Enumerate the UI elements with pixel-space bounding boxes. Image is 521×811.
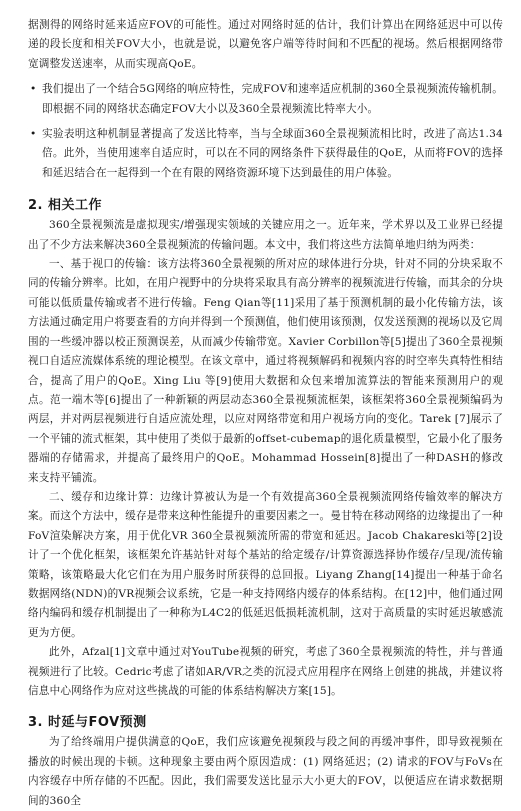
bullet-dot-icon: • xyxy=(30,83,37,96)
other-work-paragraph: 此外，Afzal[1]文章中通过对YouTube视频的研究，考虑了360全景视频流的特性，并与普通视频进行了比较。Cedric考虑了诸如AR/VR之类的沉浸式应用程序在网络上创建的挑战，并建议将信息中心网络作为应对这些挑战的可能的体系结构解决方案[15]。 xyxy=(28,646,503,697)
intro-continuation-paragraph: 据测得的网络时延来适应FOV的可能性。通过对网络时延的估计，我们计算出在网络延迟中可以传递的段长度和相关FOV大小，也就是说，以避免客户端等待时间和不匹配的视场。然后根据网络带宽调整发送速率，从而实现高QoE。 xyxy=(28,19,503,70)
contribution-bullet-2 xyxy=(28,125,503,183)
section-heading-latency-fov: 3. 时延与FOV预测 xyxy=(28,715,147,731)
section-heading-related-work: 2. 相关工作 xyxy=(28,198,103,214)
latency-fov-paragraph: 为了给终端用户提供满意的QoE，我们应该避免视频段与段之间的再缓冲事件，即导致视频在播放的时候出现的卡顿。这种现象主要由两个原因造成：(1) 网络延迟；(2) 请求的FOV与FoVs在内容缓存中所存储的不匹配。因此，我们需要发送比显示大小更大的FOV，以便适应在请求数据期间的360全 xyxy=(28,736,503,807)
viewport-based-paragraph: 一、基于视口的传输：该方法将360全景视频的所对应的球体进行分块，针对不同的分块采取不同的传输分辨率。比如，在用户视野中的分块将采取具有高分辨率的视频流进行传输，而其余的分块可能以低质量传输或者不进行传输。Feng Qian等[11]采用了基于预测机制的最小化传输方法，该方法通过确定用户将要查看的方向并得到一个预测值，他们使用该预测，仅发送预测的视场以及它周围的一些缓冲器以校正预测误差，从而减少传输带宽。Xavier Corbillon等[5]提出了360全景视频视口自适应流媒体系统的理论模型。在该文章中，通过将视频解码和视频内容的时空率失真特性相结合，提高了用户的QoE。Xing Liu 等[9]使用大数据和众包来增加流算法的智能来预测用户的观点。范一端木等[6]提出了一种新颖的两层动态360全景视频流框架，该框架将360全景视频编码为两层，并对两层视频进行自适应流处理，以应对网络带宽和用户视场方向的变化。Tarek [7]展示了一个平铺的流式框架，其中使用了类似于最新的offset-cubemap的退化质量模型，它最小化了服务器端的存储需求，并提高了最终用户的QoE。Mohammad Hossein[8]提出了一种DASH的修改来支持平铺流。 xyxy=(28,258,503,484)
bullet-dot-icon: • xyxy=(30,128,37,141)
related-work-intro-paragraph: 360全景视频流是虚拟现实/增强现实领域的关键应用之一。近年来，学术界以及工业界已经提出了不少方法来解决360全景视频流的传输问题。本文中，我们将这些方法简单地归纳为两类： xyxy=(28,219,503,251)
bullet-text: 实验表明这种机制显著提高了发送比特率，当与全球面360全景视频流相比时，改进了高达1.34倍。此外，当使用速率自适应时，可以在不同的网络条件下获得最佳的QoE，从而将FOV的选择和延迟结合在一起得到一个在有限的网络资源环境下达到最佳的用户体验。 xyxy=(42,128,503,179)
caching-edge-paragraph: 二、缓存和边缘计算：边缘计算被认为是一个有效提高360全景视频流网络传输效率的解决方案。而这个方法中，缓存是带来这种性能提升的重要因素之一。曼甘特在移动网络的边缘提出了一种FoV渲染解决方案，用于优化VR 360全景视频流所需的带宽和延迟。Jacob Chakareski等[2]设计了一个优化框架，该框架允许基站针对每个基站的给定缓存/计算资源选择协作缓存/呈现/流传输策略，该策略最大化它们在为用户服务时所获得的总回报。Liyang Zhang[14]提出一种基于命名数据网络(NDN)的VR视频会议系统，它是一种支持网络内缓存的体系结构。在[12]中，他们通过网络内编码和缓存机制提出了一种称为L4C2的低延迟低损耗流机制，这对于高质量的实时延迟敏感流更为方便。 xyxy=(28,490,503,639)
bullet-text: 我们提出了一个结合5G网络的响应特性，完成FOV和速率适应机制的360全景视频流传输机制。即根据不同的网络状态确定FOV大小以及360全景视频流比特率大小。 xyxy=(42,83,503,115)
contribution-bullet-1 xyxy=(28,80,503,119)
